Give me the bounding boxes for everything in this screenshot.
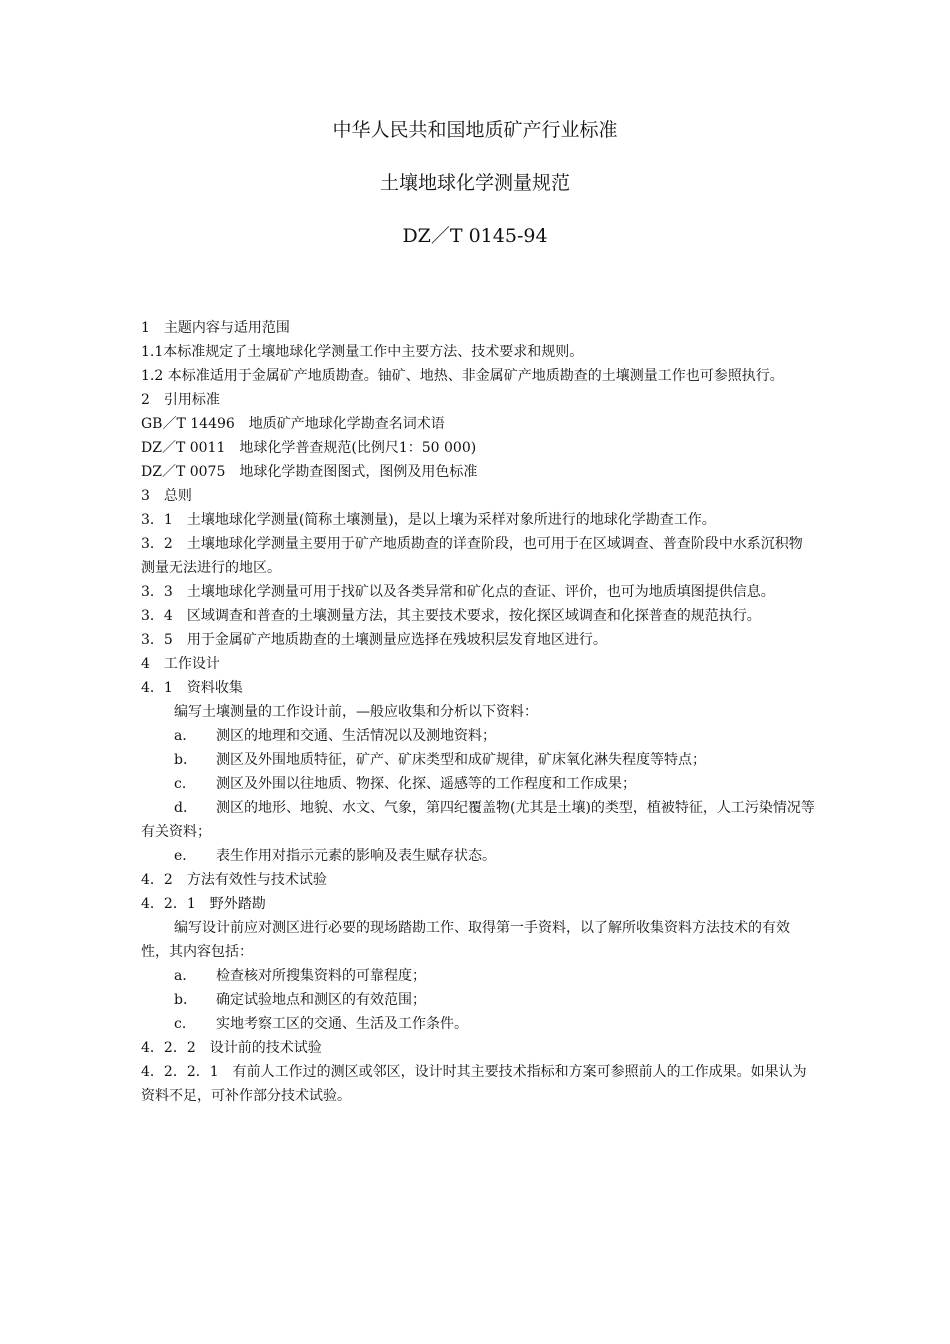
reference-standard: GB／T 14496 地质矿产地球化学勘查名词术语 [141,416,445,432]
list-item-text: 测区及外围地质特征，矿产、矿床类型和成矿规律，矿床氧化淋失程度等特点； [216,752,706,768]
list-item-text: 表生作用对指示元素的影响及表生赋存状态。 [216,848,496,864]
list-marker: e． [174,848,197,864]
paragraph: 编写设计前应对测区进行必要的现场踏勘工作、取得第一手资料，以了解所收集资料方法技术的有效性，其内容包括： [141,920,790,960]
list-item [141,796,816,844]
list-marker: b． [174,752,197,768]
subsection-heading: 4．1 资料收集 [141,680,243,696]
section-heading: 2 引用标准 [141,392,220,408]
clause: 1.1本标准规定了土壤地球化学测量工作中主要方法、技术要求和规则。 [141,344,584,360]
list-item-text: 检查核对所搜集资料的可靠程度； [216,968,426,984]
section-heading: 4 工作设计 [141,656,220,672]
section-heading: 1 主题内容与适用范围 [141,320,290,336]
reference-standard: DZ／T 0011 地球化学普查规范(比例尺1：50 000) [141,440,477,456]
list-item-text: 实地考察工区的交通、生活及工作条件。 [216,1016,468,1032]
clause: 4．2．2．1 有前人工作过的测区或邻区，设计时其主要技术指标和方案可参照前人的工作成果。如果认为资料不足，可补作部分技术试验。 [141,1064,807,1104]
list-item-text: 测区的地理和交通、生活情况以及测地资料； [216,728,496,744]
list-marker: a． [174,728,197,744]
list-marker: d． [174,800,197,816]
subsection-heading: 4．2 方法有效性与技术试验 [141,872,327,888]
clause: 3．3 土壤地球化学测量可用于找矿以及各类异常和矿化点的查证、评价，也可为地质填图提供信息。 [141,584,775,600]
clause: 3．4 区域调查和普查的土壤测量方法，其主要技术要求，按化探区域调查和化探普查的规范执行。 [141,608,761,624]
list-marker: c． [174,1016,196,1032]
list-item-text: 测区及外围以往地质、物探、化探、遥感等的工作程度和工作成果； [216,776,636,792]
list-item [141,724,816,748]
list-item [141,748,816,772]
list-marker: b． [174,992,197,1008]
clause: 3．5 用于金属矿产地质勘查的土壤测量应选择在残坡积层发育地区进行。 [141,632,607,648]
reference-standard: DZ／T 0075 地球化学勘查图图式，图例及用色标准 [141,464,478,480]
list-item [141,1012,816,1036]
list-item-text: 确定试验地点和测区的有效范围； [216,992,426,1008]
standard-code: DZ／T 0145-94 [402,225,548,247]
document-title: 土壤地球化学测量规范 [379,172,570,194]
clause: 3．1 土壤地球化学测量(简称土壤测量)，是以上壤为采样对象所进行的地球化学勘查工作。 [141,512,716,528]
list-marker: a． [174,968,197,984]
clause: 3．2 土壤地球化学测量主要用于矿产地质勘查的详查阶段，也可用于在区域调查、普查阶段中水系沉积物测量无法进行的地区。 [141,536,803,576]
document-body [141,316,816,1108]
list-item [141,964,816,988]
paragraph: 编写土壤测量的工作设计前，—般应收集和分析以下资料： [174,704,538,720]
list-marker: c． [174,776,196,792]
list-item [141,844,816,868]
subsection-heading: 4．2．2 设计前的技术试验 [141,1040,322,1056]
standard-category-title: 中华人民共和国地质矿产行业标准 [332,119,618,141]
list-item [141,988,816,1012]
list-item [141,772,816,796]
clause: 1.2 本标准适用于金属矿产地质勘查。铀矿、地热、非金属矿产地质勘查的土壤测量工作也可参照执行。 [141,368,784,384]
section-heading: 3 总则 [141,488,192,504]
list-item-text: 测区的地形、地貌、水文、气象，第四纪覆盖物(尤其是土壤)的类型，植被特征，人工污染情况等有关资料； [141,800,815,840]
subsection-heading: 4．2．1 野外踏勘 [141,896,266,912]
